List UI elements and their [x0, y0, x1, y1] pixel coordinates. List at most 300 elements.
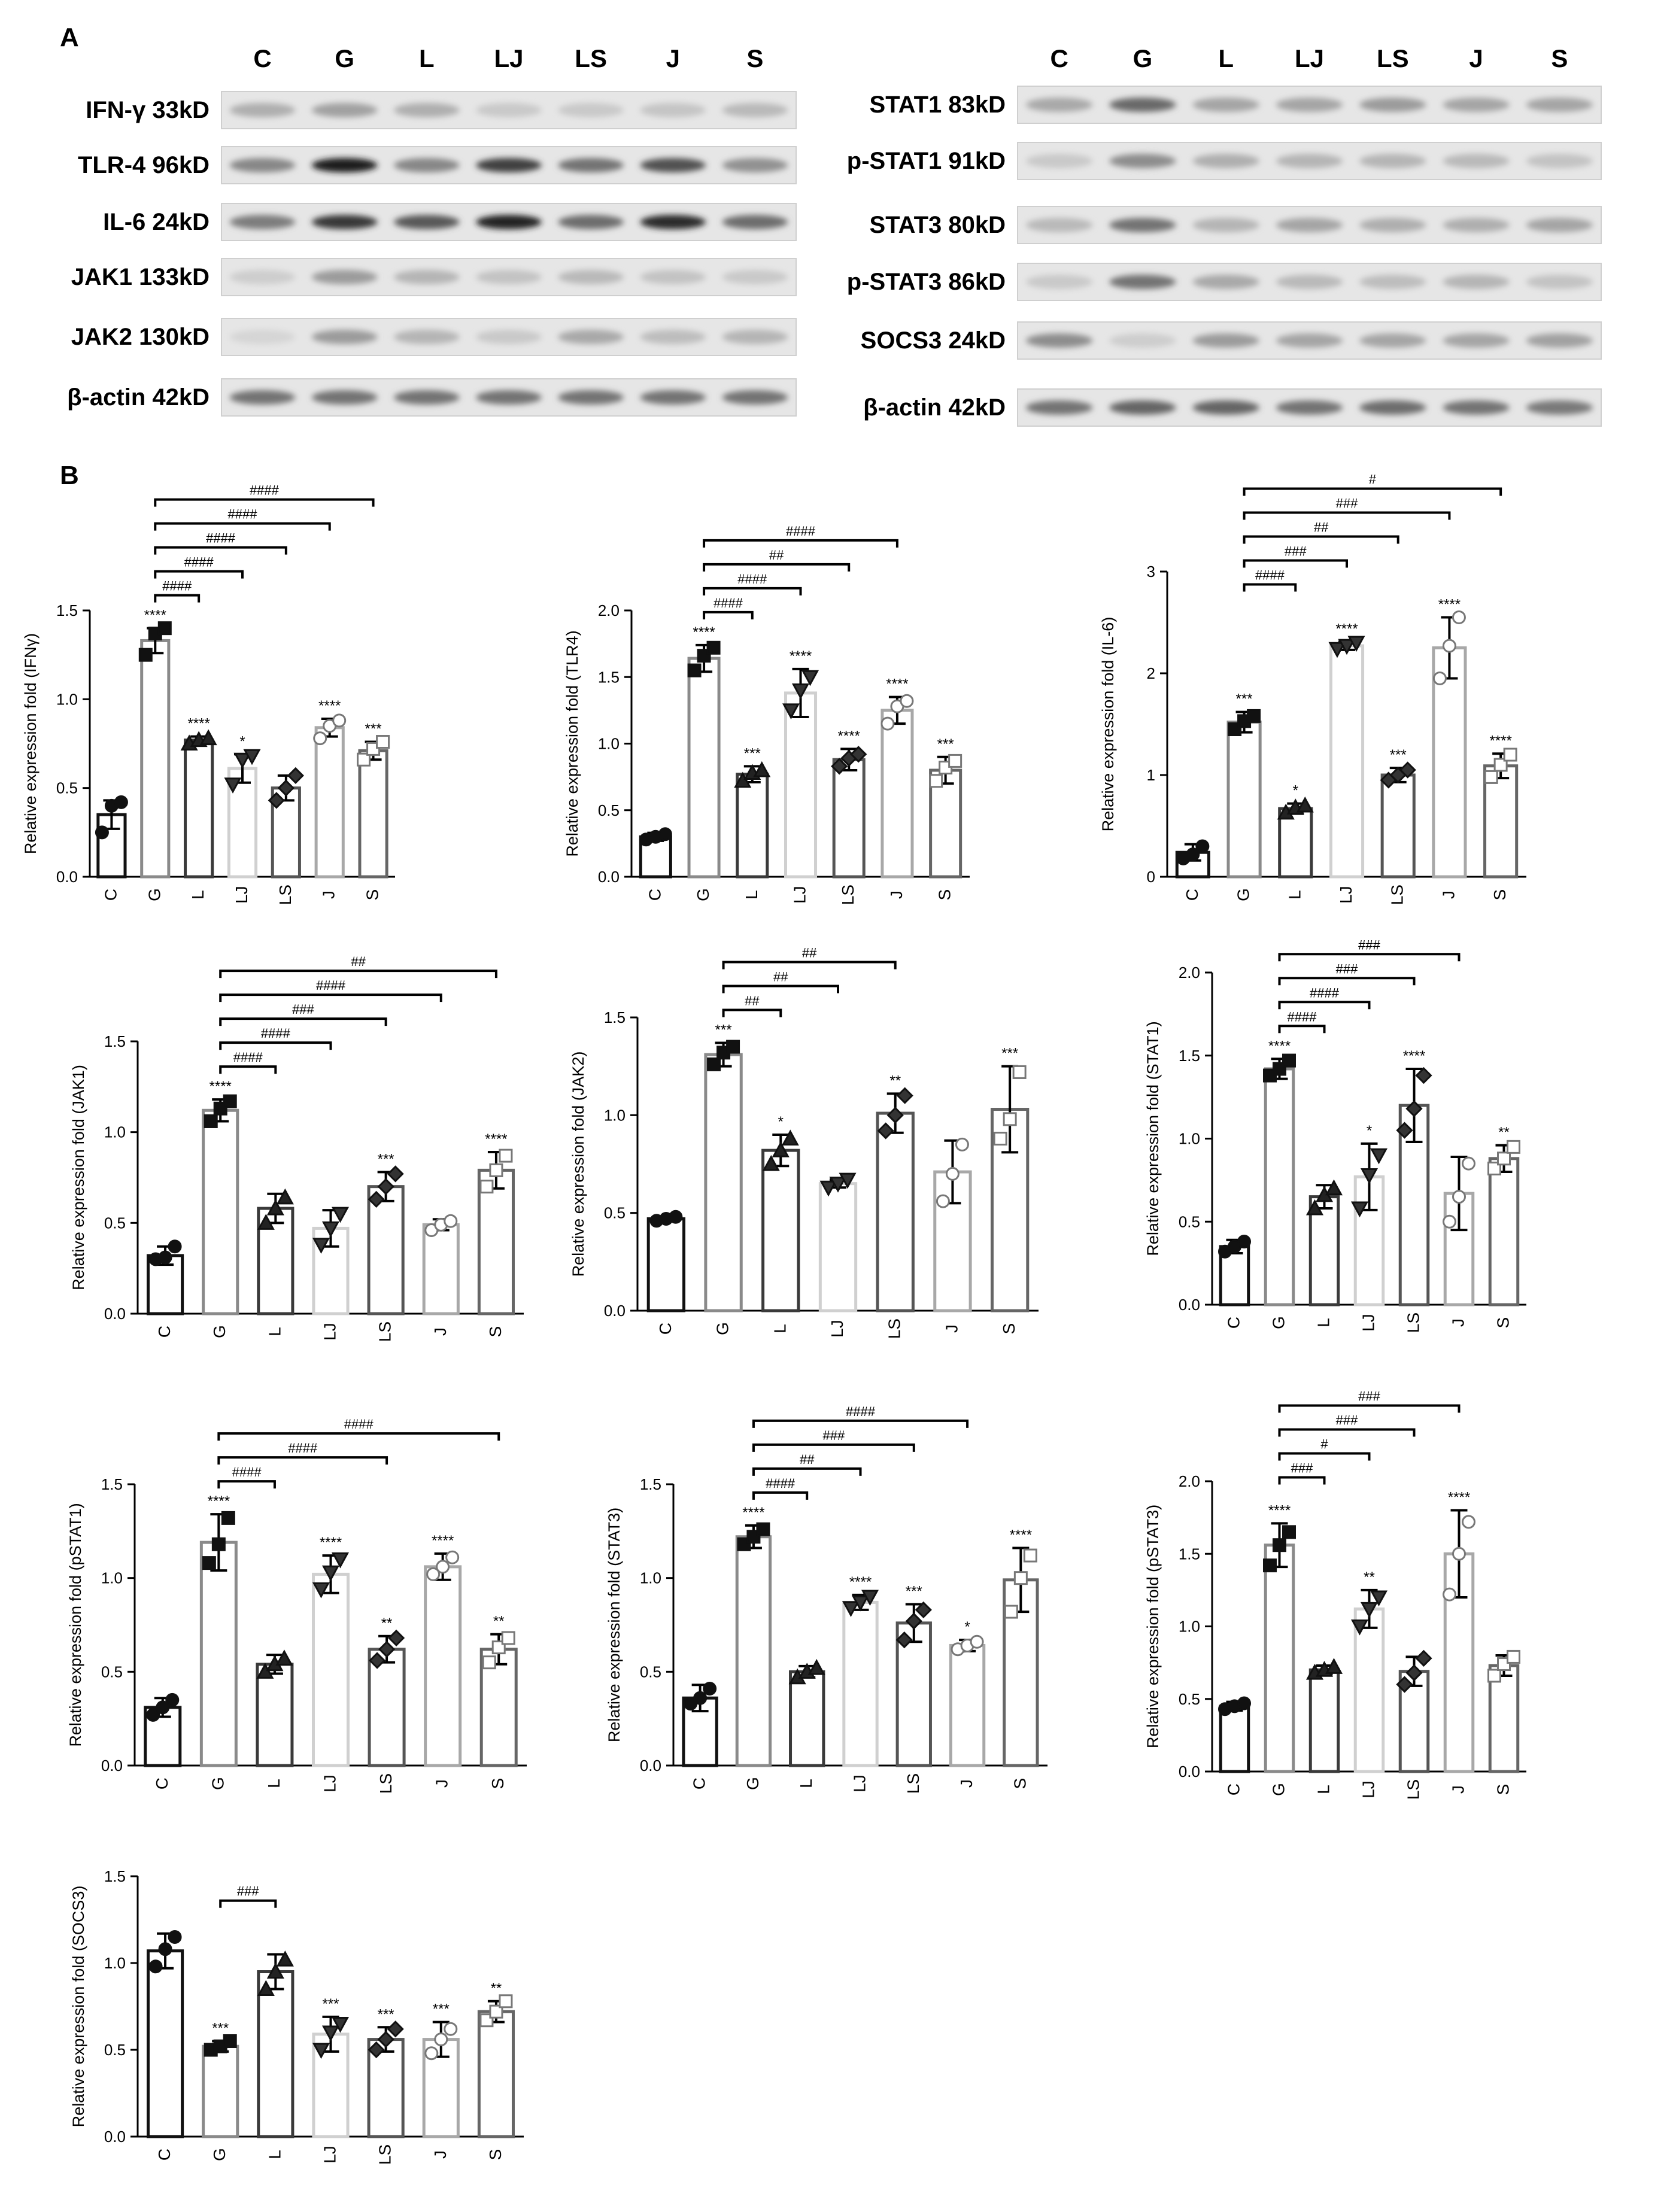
band-label-left-5: β-actin 42kD	[67, 384, 210, 411]
y-tick-label: 1.5	[104, 1032, 126, 1050]
comparison-bracket-G-LS	[1280, 1430, 1414, 1437]
y-tick-label: 0	[1146, 868, 1155, 886]
x-tick-label-G: G	[743, 1777, 762, 1790]
data-point-S	[1015, 1572, 1027, 1584]
comparison-bracket-G-LS	[754, 1445, 914, 1452]
comparison-bracket-G-L	[724, 1010, 781, 1017]
comparison-label-G-J: ###	[1358, 937, 1380, 953]
lane-label-left-L: L	[419, 44, 435, 72]
bar-L	[1310, 1670, 1338, 1772]
comparison-bracket-G-LJ	[155, 572, 242, 579]
x-tick-label-S: S	[363, 889, 382, 901]
x-tick-label-J: J	[319, 891, 338, 899]
bar-LS	[1382, 775, 1414, 877]
x-tick-label-LS: LS	[375, 1321, 394, 1342]
data-point-LS	[388, 2022, 403, 2036]
bar-L	[186, 740, 212, 877]
chart-0	[22, 483, 395, 905]
bar-C	[1220, 1706, 1249, 1772]
data-point-G	[1283, 1055, 1295, 1066]
y-axis-label: Relative expression fold (pSTAT1)	[66, 1503, 84, 1747]
bar-L	[791, 1672, 824, 1766]
comparison-bracket-G-J	[1280, 1406, 1459, 1413]
significance-label-L: ***	[743, 745, 761, 762]
x-tick-label-LS: LS	[375, 2144, 394, 2165]
lane-label-right-L: L	[1218, 44, 1234, 72]
bar-J	[951, 1645, 983, 1766]
data-point-L	[809, 1661, 824, 1674]
comparison-bracket-G-J	[754, 1421, 967, 1428]
lane-label-right-C: C	[1050, 44, 1068, 72]
data-point-C	[115, 796, 127, 808]
y-tick-label: 1.0	[56, 690, 78, 709]
comparison-bracket-G-S	[220, 971, 496, 978]
comparison-label-G-LS: ##	[1313, 519, 1329, 535]
chart-7	[605, 1404, 1048, 1794]
data-point-LJ	[333, 1208, 348, 1221]
significance-label-S: ***	[1001, 1045, 1019, 1062]
x-tick-label-L: L	[189, 890, 208, 900]
comparison-label-G-S: #	[1368, 472, 1376, 487]
chart-9	[69, 1867, 524, 2165]
bar-LS	[369, 1187, 403, 1314]
data-point-LS	[289, 768, 303, 783]
bar-G	[201, 1542, 236, 1766]
x-tick-label-LJ: LJ	[850, 1775, 869, 1792]
significance-label-S: **	[493, 1613, 505, 1630]
chart-8	[1144, 1389, 1526, 1800]
y-tick-label: 1.0	[603, 1106, 626, 1125]
data-point-S	[1508, 1141, 1520, 1153]
data-point-LS	[388, 1166, 403, 1181]
data-point-S	[1005, 1606, 1017, 1618]
bar-LS	[834, 759, 864, 877]
comparison-label-G-LJ: ###	[1284, 543, 1307, 559]
y-tick-label: 2	[1146, 664, 1155, 682]
band-label-right-1: p-STAT1 91kD	[846, 148, 1006, 174]
x-tick-label-LJ: LJ	[1337, 886, 1355, 904]
x-tick-label-J: J	[1439, 891, 1458, 899]
data-point-G	[222, 1512, 234, 1524]
comparison-label-G-LS: ###	[1335, 1412, 1358, 1428]
significance-label-LS: ****	[837, 728, 860, 745]
data-point-J	[1463, 1157, 1475, 1169]
y-tick-label: 1	[1146, 766, 1155, 784]
comparison-label-G-L: ####	[232, 1464, 262, 1480]
x-tick-label-J: J	[1449, 1318, 1468, 1327]
comparison-label-G-LJ: #	[1320, 1436, 1328, 1452]
comparison-bracket-G-J	[220, 995, 441, 1002]
data-point-J	[437, 1561, 449, 1573]
x-tick-label-LS: LS	[903, 1773, 922, 1794]
comparison-label-G-LS: ###	[1335, 961, 1358, 977]
data-point-S	[481, 1181, 493, 1193]
x-tick-label-L: L	[265, 2150, 284, 2159]
significance-label-LJ: *	[1366, 1122, 1373, 1139]
significance-label-L: ****	[187, 715, 210, 732]
x-tick-label-LJ: LJ	[828, 1320, 846, 1338]
significance-label-G: ****	[207, 1493, 230, 1510]
data-point-J	[1444, 1216, 1456, 1227]
x-tick-label-LS: LS	[1404, 1779, 1423, 1800]
x-tick-label-LJ: LJ	[320, 1323, 339, 1341]
comparison-bracket-G-L	[754, 1493, 807, 1500]
y-axis-label: Relative expression fold (STAT1)	[1144, 1021, 1162, 1256]
significance-label-LS: **	[889, 1072, 901, 1089]
data-point-J	[882, 718, 894, 730]
data-point-G	[212, 1538, 224, 1550]
y-tick-label: 0.0	[56, 868, 78, 886]
significance-label-J: ****	[318, 697, 341, 714]
comparison-bracket-G-L	[220, 1901, 275, 1908]
data-point-S	[490, 1164, 502, 1176]
x-tick-label-LS: LS	[1387, 884, 1407, 906]
band-label-right-5: β-actin 42kD	[863, 394, 1006, 421]
y-tick-label: 0.5	[56, 779, 78, 797]
x-tick-label-S: S	[485, 1326, 505, 1338]
y-tick-label: 0.5	[639, 1663, 661, 1681]
data-point-J	[447, 1551, 459, 1563]
significance-label-G: ****	[1268, 1502, 1291, 1519]
bar-L	[257, 1664, 292, 1766]
bar-S	[479, 2012, 513, 2137]
data-point-S	[1508, 1651, 1520, 1663]
comparison-bracket-G-L	[1280, 1478, 1325, 1485]
x-tick-label-L: L	[264, 1779, 283, 1788]
significance-label-L: *	[778, 1114, 784, 1130]
x-tick-label-L: L	[1285, 890, 1304, 900]
significance-label-LJ: ***	[322, 1995, 339, 2012]
data-point-C	[159, 1943, 171, 1955]
significance-label-L: *	[1292, 782, 1298, 799]
data-point-LS	[389, 1631, 403, 1645]
x-tick-label-LJ: LJ	[320, 1775, 339, 1792]
data-point-S	[1504, 749, 1516, 761]
chart-2	[1099, 472, 1526, 906]
comparison-bracket-G-LS	[218, 1457, 387, 1464]
significance-label-J: ****	[1438, 596, 1461, 613]
y-tick-label: 0.0	[1178, 1763, 1200, 1780]
lane-label-right-G: G	[1132, 44, 1153, 72]
chart-6	[66, 1417, 527, 1794]
data-point-S	[949, 755, 961, 767]
data-point-LS	[1417, 1068, 1431, 1083]
significance-label-S: ****	[485, 1131, 508, 1148]
x-tick-label-S: S	[485, 2149, 505, 2161]
y-axis-label: Relative expression fold (JAK1)	[69, 1065, 87, 1290]
data-point-C	[1238, 1697, 1250, 1709]
comparison-bracket-G-LS	[1244, 537, 1398, 544]
x-tick-label-C: C	[155, 1325, 174, 1338]
significance-label-G: ****	[1268, 1038, 1291, 1055]
data-point-C	[169, 1931, 181, 1943]
significance-label-LS: ***	[377, 1151, 394, 1168]
chart-5	[1144, 937, 1526, 1333]
band-label-left-1: TLR-4 96kD	[77, 152, 210, 178]
y-tick-label: 1.0	[597, 734, 620, 753]
band-label-left-0: IFN-γ 33kD	[86, 97, 210, 123]
x-tick-label-J: J	[432, 1779, 451, 1788]
x-tick-label-J: J	[957, 1779, 976, 1788]
x-tick-label-C: C	[645, 888, 664, 901]
y-tick-label: 0.0	[639, 1757, 661, 1775]
data-point-S	[1024, 1549, 1036, 1561]
data-point-G	[224, 1095, 236, 1107]
y-tick-label: 0.0	[1178, 1296, 1200, 1314]
data-point-L	[783, 1132, 797, 1145]
x-tick-label-J: J	[942, 1324, 961, 1333]
data-point-L	[755, 763, 769, 776]
data-point-C	[670, 1211, 682, 1223]
x-tick-label-S: S	[1000, 1323, 1019, 1335]
lane-label-right-LS: LS	[1376, 44, 1409, 72]
bar-LJ	[820, 1184, 855, 1311]
data-point-J	[1453, 612, 1465, 624]
comparison-bracket-G-LS	[155, 548, 286, 555]
y-axis-label: Relative expression fold (STAT3)	[605, 1507, 623, 1743]
comparison-bracket-G-LS	[724, 962, 895, 969]
comparison-bracket-G-L	[155, 595, 199, 603]
significance-label-J: ****	[1447, 1489, 1471, 1506]
data-point-G	[708, 1058, 720, 1070]
comparison-bracket-G-S	[155, 500, 373, 507]
x-tick-label-L: L	[265, 1327, 284, 1336]
x-tick-label-C: C	[1182, 888, 1201, 901]
significance-label-S: **	[490, 1980, 502, 1997]
bar-LJ	[313, 1574, 348, 1766]
comparison-label-G-J: ####	[316, 978, 345, 993]
bar-G	[737, 1537, 770, 1766]
chart-3	[69, 954, 524, 1342]
y-tick-label: 1.5	[603, 1008, 626, 1026]
comparison-label-G-J: ###	[1335, 496, 1358, 511]
y-tick-label: 1.5	[639, 1475, 661, 1493]
data-point-C	[150, 1961, 162, 1973]
data-point-G	[139, 649, 151, 661]
y-tick-label: 0.5	[1178, 1213, 1200, 1231]
lane-label-right-J: J	[1469, 44, 1483, 72]
significance-label-LS: ***	[377, 2006, 394, 2023]
data-point-C	[659, 828, 671, 840]
significance-label-G: ****	[144, 607, 166, 624]
data-point-S	[483, 1657, 495, 1669]
bar-LJ	[1331, 646, 1362, 877]
data-point-J	[1443, 640, 1455, 652]
y-tick-label: 1.5	[104, 1867, 126, 1885]
x-tick-label-G: G	[145, 888, 164, 901]
y-axis-label: Relative expression fold (TLR4)	[563, 630, 581, 857]
bar-S	[1490, 1159, 1518, 1305]
data-point-L	[278, 1190, 292, 1204]
comparison-bracket-G-S	[1244, 489, 1501, 496]
comparison-bracket-G-S	[218, 1433, 499, 1441]
lane-label-left-J: J	[666, 44, 680, 72]
data-point-LS	[898, 1089, 912, 1103]
significance-label-G: ***	[212, 2020, 229, 2037]
comparison-label-G-LJ: ####	[184, 554, 214, 570]
lane-label-right-S: S	[1551, 44, 1568, 72]
x-tick-label-J: J	[1449, 1785, 1468, 1794]
band-label-left-3: JAK1 133kD	[71, 264, 210, 290]
comparison-bracket-G-L	[1280, 1026, 1325, 1033]
x-tick-label-L: L	[1314, 1785, 1333, 1794]
y-tick-label: 0.5	[1178, 1690, 1200, 1708]
data-point-S	[994, 1133, 1006, 1145]
x-tick-label-C: C	[101, 888, 120, 901]
bar-G	[204, 2046, 238, 2137]
band-label-right-4: SOCS3 24kD	[860, 327, 1006, 354]
x-tick-label-LJ: LJ	[320, 2146, 339, 2164]
bar-J	[424, 1224, 458, 1314]
x-tick-label-L: L	[770, 1324, 790, 1333]
data-point-J	[445, 2023, 457, 2035]
comparison-bracket-G-J	[1244, 513, 1450, 520]
lane-label-left-LS: LS	[575, 44, 607, 72]
comparison-bracket-G-L	[218, 1481, 275, 1488]
data-point-J	[956, 1138, 968, 1150]
lane-label-right-LJ: LJ	[1294, 44, 1325, 72]
comparison-bracket-G-L	[704, 612, 752, 619]
comparison-label-G-J: ####	[846, 1403, 875, 1419]
data-point-C	[166, 1694, 178, 1706]
x-tick-label-S: S	[488, 1778, 508, 1789]
x-tick-label-C: C	[1224, 1316, 1243, 1329]
significance-label-LS: ***	[905, 1583, 922, 1600]
bar-G	[1228, 722, 1260, 877]
data-point-J	[426, 2047, 438, 2059]
x-tick-label-L: L	[742, 890, 761, 900]
x-tick-label-S: S	[935, 889, 954, 901]
y-tick-label: 0.5	[101, 1663, 123, 1681]
x-tick-label-G: G	[208, 1777, 227, 1790]
x-tick-label-G: G	[210, 1325, 229, 1338]
comparison-bracket-G-LJ	[1244, 561, 1347, 568]
significance-label-G: ****	[209, 1078, 232, 1095]
significance-label-S: **	[1498, 1124, 1510, 1141]
significance-label-LJ: ****	[319, 1535, 342, 1551]
band-label-left-4: JAK2 130kD	[71, 324, 210, 350]
lane-label-left-C: C	[253, 44, 272, 72]
comparison-label-G-LS: ####	[206, 530, 236, 546]
comparison-label-G-L: ###	[236, 1883, 259, 1899]
band-label-right-3: p-STAT3 86kD	[846, 269, 1006, 295]
y-tick-label: 0.0	[101, 1757, 123, 1775]
y-tick-label: 0.0	[603, 1302, 626, 1320]
comparison-label-G-S: ##	[351, 954, 366, 970]
y-tick-label: 1.5	[56, 601, 78, 619]
data-point-S	[930, 775, 942, 787]
bar-G	[689, 658, 719, 877]
data-point-LJ	[1372, 1149, 1386, 1162]
significance-label-J: ***	[432, 2001, 450, 2017]
data-point-G	[1264, 1560, 1276, 1572]
bar-J	[316, 728, 343, 877]
data-point-J	[1444, 1588, 1456, 1600]
significance-label-LJ: ****	[849, 1573, 872, 1590]
data-point-S	[1004, 1113, 1016, 1125]
y-tick-label: 0.0	[104, 1305, 126, 1323]
x-tick-label-LS: LS	[839, 884, 858, 906]
y-tick-label: 1.0	[639, 1569, 661, 1587]
panel-label-b: B	[60, 461, 79, 490]
data-point-C	[694, 1692, 706, 1704]
data-point-S	[1013, 1066, 1025, 1078]
significance-label-J: ****	[431, 1532, 454, 1549]
data-point-G	[727, 1041, 739, 1053]
data-point-C	[1197, 840, 1209, 852]
data-point-G	[757, 1523, 769, 1535]
data-point-G	[159, 622, 171, 634]
y-tick-label: 1.0	[1178, 1129, 1200, 1148]
comparison-bracket-G-LJ	[724, 986, 838, 993]
comparison-label-G-LS: ##	[769, 547, 784, 563]
y-axis-label: Relative expression fold (pSTAT3)	[1144, 1504, 1162, 1749]
data-point-LJ	[333, 1553, 348, 1566]
comparison-bracket-G-L	[220, 1066, 275, 1074]
y-tick-label: 2.0	[1178, 964, 1200, 982]
data-point-G	[205, 1115, 217, 1127]
y-tick-label: 3	[1146, 563, 1155, 581]
comparison-label-G-LS: ##	[801, 945, 817, 961]
comparison-bracket-G-LJ	[754, 1469, 861, 1476]
chart-1	[563, 524, 970, 905]
bar-L	[737, 774, 767, 877]
data-point-J	[1463, 1516, 1475, 1528]
band-label-right-0: STAT1 83kD	[869, 92, 1006, 118]
comparison-bracket-G-LJ	[1280, 1002, 1370, 1009]
bar-LJ	[844, 1602, 877, 1766]
significance-label-LJ: **	[1364, 1569, 1375, 1585]
y-axis-label: Relative expression fold (SOCS3)	[69, 1885, 87, 2128]
y-tick-label: 0.5	[104, 2041, 126, 2059]
bar-LS	[878, 1113, 913, 1311]
x-tick-label-LJ: LJ	[1359, 1314, 1378, 1332]
comparison-label-G-LJ: ##	[773, 969, 788, 985]
comparison-label-G-L: ###	[1291, 1460, 1313, 1476]
data-point-J	[1453, 1191, 1465, 1203]
x-tick-label-L: L	[797, 1779, 816, 1788]
comparison-label-G-J: ####	[227, 506, 257, 522]
bar-G	[706, 1055, 741, 1311]
comparison-bracket-G-LJ	[704, 588, 800, 595]
panel-label-a: A	[60, 23, 79, 52]
band-label-right-2: STAT3 80kD	[869, 212, 1006, 238]
bar-G	[1265, 1545, 1294, 1772]
data-point-G	[1248, 710, 1260, 722]
comparison-bracket-G-LS	[220, 1019, 385, 1026]
data-point-J	[435, 2034, 447, 2046]
comparison-bracket-G-LJ	[1280, 1454, 1370, 1461]
x-tick-label-S: S	[1493, 1317, 1513, 1329]
y-tick-label: 1.5	[597, 668, 620, 686]
comparison-label-G-LS: ###	[292, 1002, 314, 1017]
comparison-label-G-J: ####	[786, 523, 815, 539]
y-tick-label: 2.0	[1178, 1472, 1200, 1490]
data-point-L	[1327, 1181, 1341, 1195]
data-point-S	[1498, 1153, 1510, 1165]
data-point-J	[937, 1195, 949, 1207]
data-point-L	[1298, 798, 1312, 812]
data-point-J	[901, 695, 913, 707]
data-point-J	[946, 1168, 958, 1180]
comparison-bracket-G-L	[1244, 585, 1296, 592]
data-point-G	[688, 664, 700, 676]
x-tick-label-S: S	[1490, 889, 1510, 901]
data-point-G	[708, 642, 719, 654]
data-point-S	[1489, 1670, 1501, 1682]
data-point-G	[1283, 1526, 1295, 1538]
y-axis-label: Relative expression fold (IFNγ)	[22, 633, 40, 855]
